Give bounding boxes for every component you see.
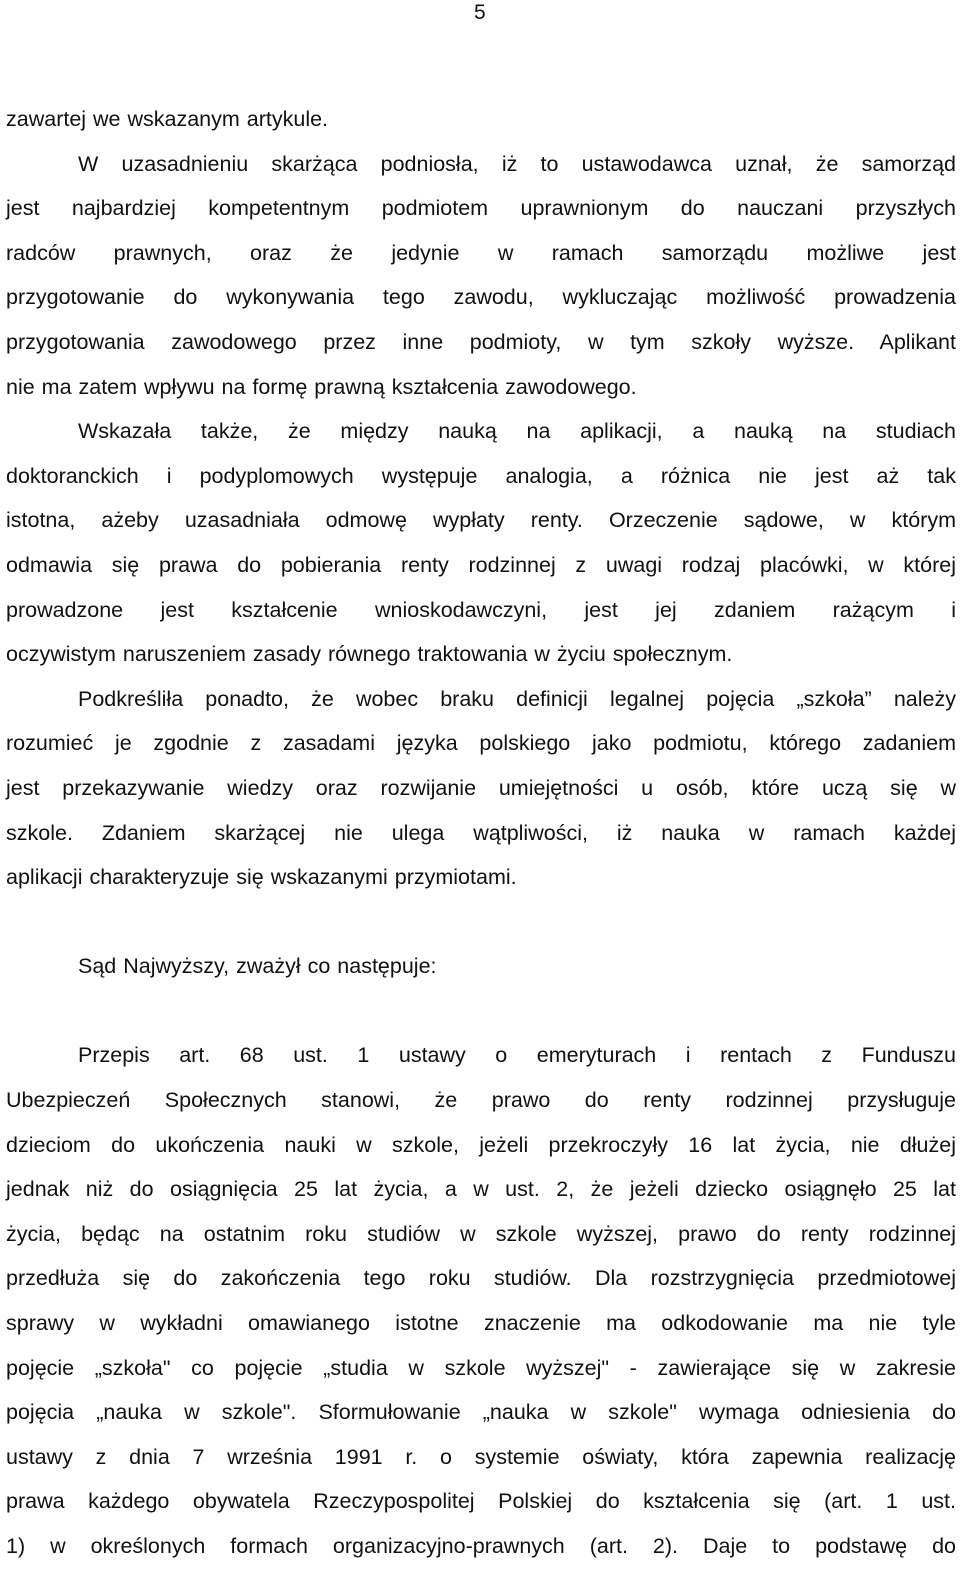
text-line: oczywistym naruszeniem zasady równego traktowania w życiu społecznym. bbox=[6, 642, 733, 667]
text-line: doktoranckich i podyplomowych występuje analogia, a różnica nie jest aż tak bbox=[6, 463, 956, 488]
text-line: przygotowanie do wykonywania tego zawodu, wykluczając możliwość prowadzenia bbox=[6, 285, 956, 310]
text-line: rozumieć je zgodnie z zasadami języka polskiego jako podmiotu, którego zadaniem bbox=[6, 731, 956, 756]
text-line: pojęcia „nauka w szkole". Sformułowanie „nauka w szkole" wymaga odniesienia do bbox=[6, 1400, 956, 1425]
text-line: sprawy w wykładni omawianego istotne znaczenie ma odkodowanie ma nie tyle bbox=[6, 1311, 956, 1336]
text-line: szkole. Zdaniem skarżącej nie ulega wątpliwości, iż nauka w ramach każdej bbox=[6, 820, 956, 845]
text-line: jest przekazywanie wiedzy oraz rozwijanie umiejętności u osób, które uczą się w bbox=[6, 775, 956, 800]
text-line: jest najbardziej kompetentnym podmiotem uprawnionym do nauczani przyszłych bbox=[6, 196, 956, 221]
text-line: zawartej we wskazanym artykule. bbox=[6, 107, 329, 131]
page-number: 5 bbox=[474, 1, 486, 24]
paragraph-first-line: Wskazała także, że między nauką na aplikacji, a nauką na studiach bbox=[78, 419, 956, 444]
text-line: życia, będąc na ostatnim roku studiów w szkole wyższej, prawo do renty rodzinnej bbox=[6, 1221, 956, 1246]
text-line: ustawy z dnia 7 września 1991 r. o systemie oświaty, która zapewnia realizację bbox=[6, 1444, 956, 1469]
text-line: prowadzone jest kształcenie wnioskodawczyni, jest jej zdaniem rażącym i bbox=[6, 597, 956, 622]
blank-line bbox=[6, 989, 956, 1034]
paragraph-first-line: Przepis art. 68 ust. 1 ustawy o emeryturach i rentach z Funduszu bbox=[78, 1043, 956, 1068]
paragraph-first-line: W uzasadnieniu skarżąca podniosła, iż to ustawodawca uznał, że samorząd bbox=[78, 151, 956, 176]
paragraph-first-line: Podkreśliła ponadto, że wobec braku definicji legalnej pojęcia „szkoła” należy bbox=[78, 686, 956, 711]
text-line: istotna, ażeby uzasadniała odmowę wypłaty renty. Orzeczenie sądowe, w którym bbox=[6, 508, 956, 533]
text-line: nie ma zatem wpływu na formę prawną kształcenia zawodowego. bbox=[6, 374, 637, 399]
text-line: prawa każdego obywatela Rzeczypospolitej Polskiej do kształcenia się (art. 1 ust. bbox=[6, 1489, 956, 1514]
section-heading: Sąd Najwyższy, zważył co następuje: bbox=[78, 954, 437, 979]
text-line: przedłuża się do zakończenia tego roku studiów. Dla rozstrzygnięcia przedmiotowej bbox=[6, 1266, 956, 1291]
blank-line bbox=[6, 900, 956, 945]
text-line: jednak niż do osiągnięcia 25 lat życia, a w ust. 2, że jeżeli dziecko osiągnęło 25 lat bbox=[6, 1177, 956, 1202]
document-body bbox=[6, 97, 956, 1569]
text-line: przygotowania zawodowego przez inne podmioty, w tym szkoły wyższe. Aplikant bbox=[6, 329, 956, 354]
text-line: radców prawnych, oraz że jedynie w ramach samorządu możliwe jest bbox=[6, 240, 956, 265]
text-line: 1) w określonych formach organizacyjno-prawnych (art. 2). Daje to podstawę do bbox=[6, 1534, 956, 1558]
text-line: pojęcie „szkoła" co pojęcie „studia w szkole wyższej" - zawierające się w zakresie bbox=[6, 1355, 956, 1380]
text-line: odmawia się prawa do pobierania renty rodzinnej z uwagi rodzaj placówki, w której bbox=[6, 552, 956, 577]
text-line: aplikacji charakteryzuje się wskazanymi przymiotami. bbox=[6, 865, 517, 890]
text-line: Ubezpieczeń Społecznych stanowi, że prawo do renty rodzinnej przysługuje bbox=[6, 1088, 956, 1113]
text-line: dzieciom do ukończenia nauki w szkole, jeżeli przekroczyły 16 lat życia, nie dłużej bbox=[6, 1132, 956, 1157]
